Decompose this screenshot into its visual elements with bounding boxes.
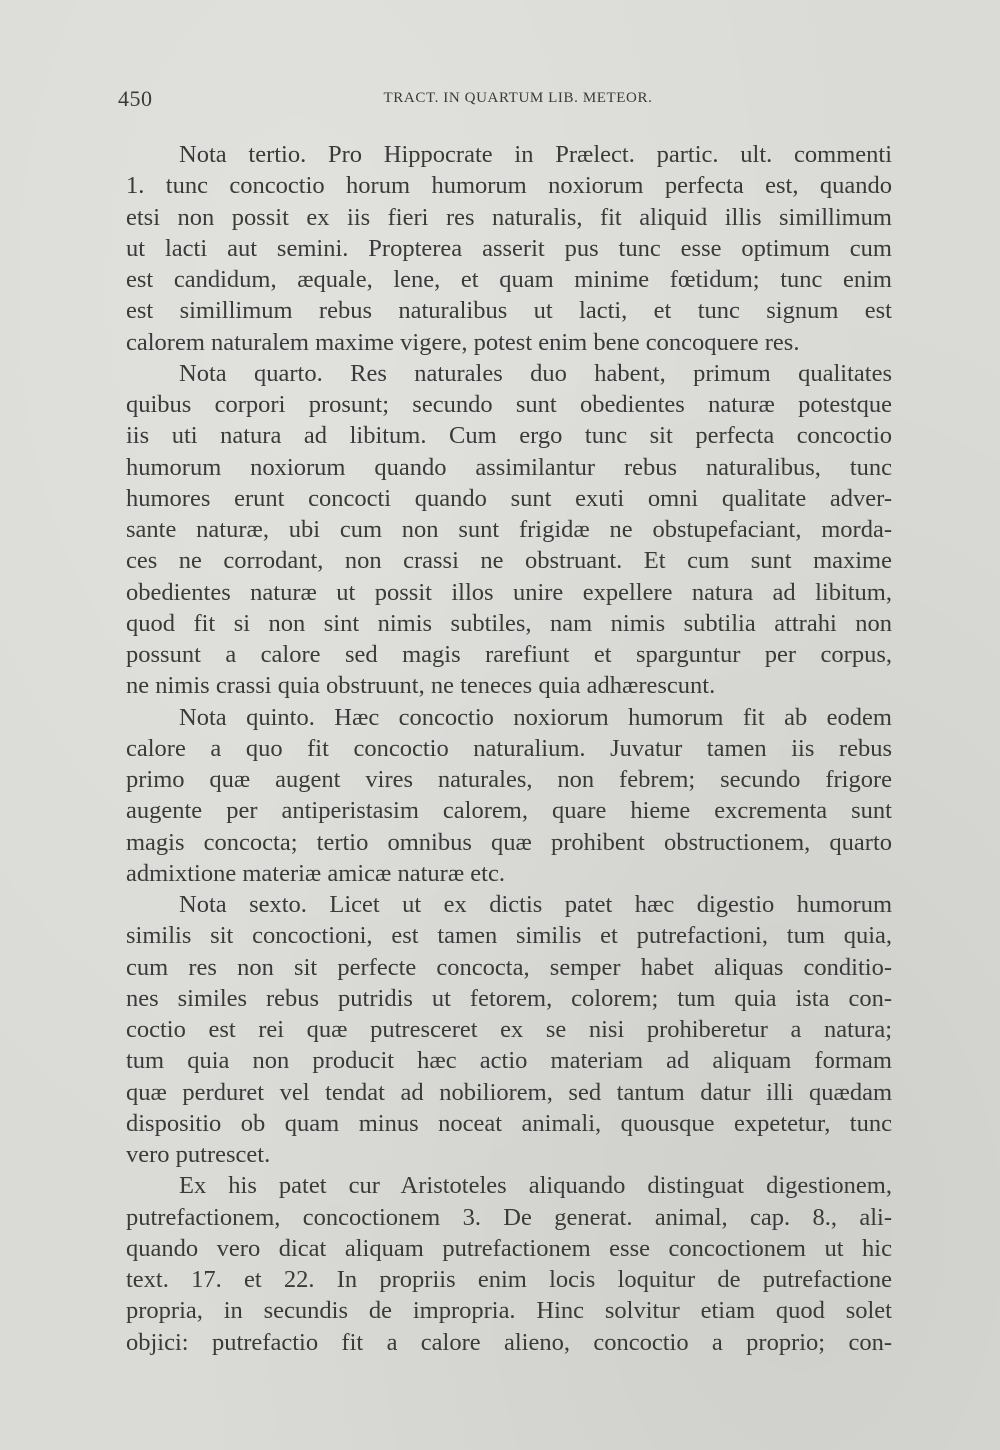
body-text <box>126 139 892 1358</box>
running-head: TRACT. IN QUARTUM LIB. METEOR. <box>383 90 653 106</box>
text-line: obedientes naturæ ut possit illos unire expellere natura ad libitum, <box>126 578 892 606</box>
text-line: 1. tunc concoctio horum humorum noxiorum perfecta est, quando <box>126 172 892 200</box>
paragraph-first-line: Nota tertio. Pro Hippocrate in Prælect. partic. ult. commenti <box>179 141 892 168</box>
text-line: similis sit concoctioni, est tamen similis et putrefactioni, tum quia, <box>126 922 892 950</box>
text-line: quæ perduret vel tendat ad nobiliorem, sed tantum datur illi quædam <box>126 1078 892 1106</box>
text-line: iis uti natura ad libitum. Cum ergo tunc sit perfecta concoctio <box>126 422 892 450</box>
text-line: humorum noxiorum quando assimilantur rebus naturalibus, tunc <box>126 453 892 481</box>
text-line: tum quia non producit hæc actio materiam ad aliquam formam <box>126 1047 892 1075</box>
text-line: putrefactionem, concoctionem 3. De generat. animal, cap. 8., ali- <box>126 1203 892 1231</box>
text-line: admixtione materiæ amicæ naturæ etc. <box>126 859 505 887</box>
text-line: propria, in secundis de impropria. Hinc solvitur etiam quod solet <box>126 1297 892 1325</box>
page-header <box>118 86 888 114</box>
paragraph-first-line: Ex his patet cur Aristoteles aliquando distinguat digestionem, <box>179 1172 892 1200</box>
text-line: etsi non possit ex iis fieri res naturalis, fit aliquid illis simillimum <box>126 203 892 231</box>
text-line: objici: putrefactio fit a calore alieno, concoctio a proprio; con- <box>126 1328 892 1356</box>
text-line: nes similes rebus putridis ut fetorem, colorem; tum quia ista con- <box>126 984 892 1012</box>
page-number: 450 <box>118 86 153 111</box>
text-line: ne nimis crassi quia obstruunt, ne teneces quia adhærescunt. <box>126 672 716 700</box>
paragraph-first-line: Nota sexto. Licet ut ex dictis patet hæc digestio humorum <box>179 891 892 918</box>
text-line: possunt a calore sed magis rarefiunt et sparguntur per corpus, <box>126 641 892 668</box>
text-line: cum res non sit perfecte concocta, semper habet aliquas conditio- <box>126 953 892 981</box>
text-line: vero putrescet. <box>126 1141 271 1168</box>
text-line: humores erunt concocti quando sunt exuti omni qualitate adver- <box>126 484 892 512</box>
text-line: est candidum, æquale, lene, et quam minime fœtidum; tunc enim <box>126 266 892 293</box>
text-line: ces ne corrodant, non crassi ne obstruant. Et cum sunt maxime <box>126 547 892 575</box>
paragraph-first-line: Nota quinto. Hæc concoctio noxiorum humorum fit ab eodem <box>179 703 892 731</box>
text-line: coctio est rei quæ putresceret ex se nisi prohiberetur a natura; <box>126 1016 892 1043</box>
text-line: quibus corpori prosunt; secundo sunt obedientes naturæ potestque <box>126 391 892 418</box>
text-line: primo quæ augent vires naturales, non febrem; secundo frigore <box>126 766 892 793</box>
text-line: dispositio ob quam minus noceat animali, quousque expetetur, tunc <box>126 1109 892 1137</box>
text-line: quod fit si non sint nimis subtiles, nam nimis subtilia attrahi non <box>126 609 892 637</box>
text-line: sante naturæ, ubi cum non sunt frigidæ ne obstupefaciant, morda- <box>126 516 892 543</box>
text-line: ut lacti aut semini. Propterea asserit pus tunc esse optimum cum <box>126 234 892 262</box>
text-line: calore a quo fit concoctio naturalium. Juvatur tamen iis rebus <box>126 734 892 762</box>
text-line: quando vero dicat aliquam putrefactionem esse concoctionem ut hic <box>126 1234 892 1262</box>
paragraph-first-line: Nota quarto. Res naturales duo habent, primum qualitates <box>179 359 892 387</box>
text-line: augente per antiperistasim calorem, quare hieme excrementa sunt <box>126 797 892 825</box>
text-line: est simillimum rebus naturalibus ut lacti, et tunc signum est <box>126 297 892 325</box>
text-line: calorem naturalem maxime vigere, potest enim bene concoquere res. <box>126 328 800 356</box>
text-line: magis concocta; tertio omnibus quæ prohibent obstructionem, quarto <box>126 828 892 856</box>
text-line: text. 17. et 22. In propriis enim locis loquitur de putrefactione <box>126 1266 892 1293</box>
